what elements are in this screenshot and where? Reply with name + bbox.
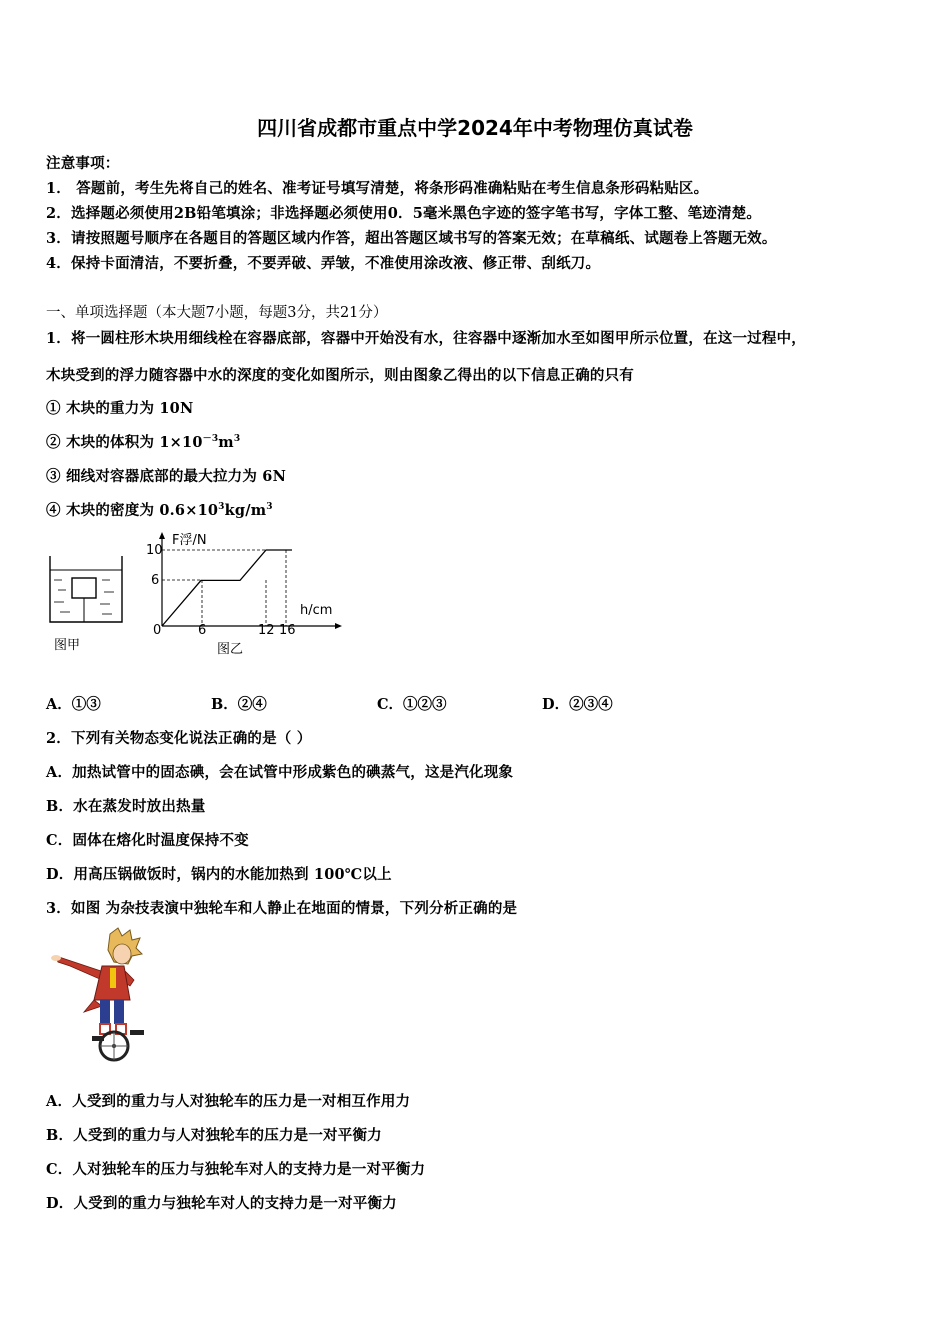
q3-option-d: D．人受到的重力与独轮车对人的支持力是一对平衡力 xyxy=(46,1195,397,1212)
y-axis-label: F浮/N xyxy=(172,533,207,548)
y-tick-label: 6 xyxy=(151,573,160,588)
q2-option-a: A．加热试管中的固态碘，会在试管中形成紫色的碘蒸气，这是汽化现象 xyxy=(46,764,514,781)
question-3-stem: 3．如图 为杂技表演中独轮车和人静止在地面的情景，下列分析正确的是 xyxy=(46,900,518,917)
question-1-stem-line1: 1．将一圆柱形木块用细线栓在容器底部，容器中开始没有水，往容器中逐渐加水至如图甲所示位置，在这一过程中， xyxy=(46,330,806,347)
question-2-stem: 2．下列有关物态变化说法正确的是（ ） xyxy=(46,730,312,747)
notice-item: 4．保持卡面清洁，不要折叠，不要弄破、弄皱，不准使用涂改液、修正带、刮纸刀。 xyxy=(46,255,601,272)
q3-option-b: B．人受到的重力与人对独轮车的压力是一对平衡力 xyxy=(46,1127,382,1144)
notice-heading: 注意事项： xyxy=(46,155,120,172)
x-tick-label: 6 xyxy=(198,623,207,635)
statement-1: ① 木块的重力为 10N xyxy=(46,400,194,417)
q3-option-a: A．人受到的重力与人对独轮车的压力是一对相互作用力 xyxy=(46,1093,411,1110)
unicyclist-illustration xyxy=(48,926,148,1066)
statement-3: ③ 细线对容器底部的最大拉力为 6N xyxy=(46,468,287,485)
statement-2: ② 木块的体积为 $1\times 10^{-3}m^3$ xyxy=(46,434,241,451)
figure-a-label: 图甲 xyxy=(54,638,81,653)
statement-4: ④ 木块的密度为 $0.6\times 10^3kg/m^3$ xyxy=(46,502,273,519)
q2-option-b: B．水在蒸发时放出热量 xyxy=(46,798,206,815)
q2-option-c: C．固体在熔化时温度保持不变 xyxy=(46,832,249,849)
page-title: 四川省成都市重点中学2024年中考物理仿真试卷 xyxy=(257,116,693,140)
buoyancy-curve xyxy=(162,550,292,626)
y-tick-label: 10 xyxy=(146,543,163,558)
notice-item: 1． 答题前，考生先将自己的姓名、准考证号填写清楚，将条形码准确粘贴在考生信息条形码粘贴区。 xyxy=(46,180,709,197)
q2-option-d: D．用高压锅做饭时，锅内的水能加热到 100℃以上 xyxy=(46,866,392,883)
section-heading: 一、单项选择题（本大题7小题，每题3分，共21分） xyxy=(46,305,388,321)
question-1-stem-line2: 木块受到的浮力随容器中水的深度的变化如图所示，则由图象乙得出的以下信息正确的只有 xyxy=(46,367,634,384)
buoyancy-graph xyxy=(140,530,350,635)
q1-option-c: C．①②③ xyxy=(377,696,447,713)
figure-container-diagram xyxy=(44,548,134,628)
q1-option-d: D．②③④ xyxy=(542,696,613,713)
x-tick-label: 0 xyxy=(153,623,162,635)
q1-option-a: A．①③ xyxy=(46,696,101,713)
x-tick-label: 16 xyxy=(279,623,296,635)
q1-option-b: B．②④ xyxy=(211,696,267,713)
figure-b-label: 图乙 xyxy=(217,642,244,657)
q3-option-c: C．人对独轮车的压力与独轮车对人的支持力是一对平衡力 xyxy=(46,1161,426,1178)
x-tick-label: 12 xyxy=(258,623,275,635)
x-axis-label: h/cm xyxy=(300,603,333,618)
notice-item: 2．选择题必须使用2B铅笔填涂；非选择题必须使用0．5毫米黑色字迹的签字笔书写，字体工整、笔迹清楚。 xyxy=(46,205,762,222)
notice-item: 3．请按照题号顺序在各题目的答题区域内作答，超出答题区域书写的答案无效；在草稿纸、试题卷上答题无效。 xyxy=(46,230,777,247)
